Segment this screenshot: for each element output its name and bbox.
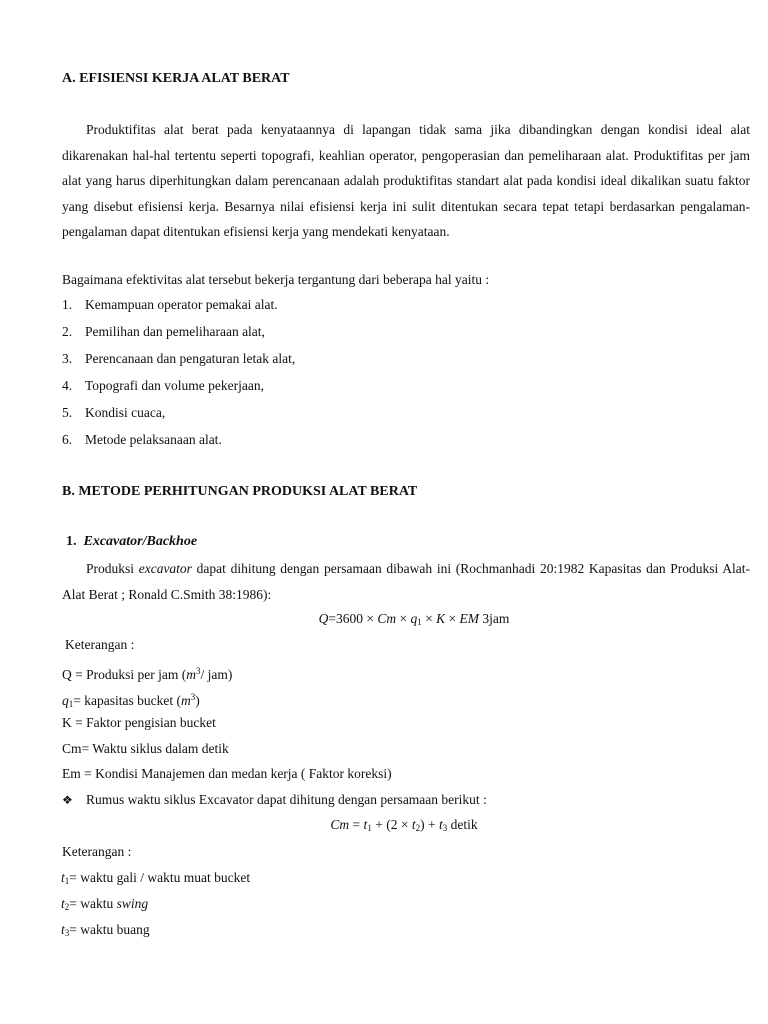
formula-k: K bbox=[436, 611, 446, 626]
formula-constant: =3600 × bbox=[328, 611, 378, 626]
formula-times: × bbox=[445, 611, 460, 626]
definition-q bbox=[62, 662, 232, 684]
section-a-heading: A. EFISIENSI KERJA ALAT BERAT bbox=[62, 71, 290, 86]
formula-unit: 3jam bbox=[479, 611, 510, 626]
definition-q1 bbox=[62, 688, 200, 713]
formula-t2: t bbox=[411, 817, 416, 832]
definition-cm: Cm= Waktu siklus dalam detik bbox=[62, 741, 229, 756]
formula-t2-sub: 2 bbox=[415, 823, 421, 833]
unit-m: m bbox=[180, 693, 191, 708]
formula-t3: t bbox=[438, 817, 443, 832]
paragraph-text-pre: Produksi bbox=[86, 561, 139, 576]
variable-t: t bbox=[61, 922, 65, 937]
list-item-text: Pemilihan dan pemeliharaan alat, bbox=[85, 324, 265, 339]
section-b-paragraph bbox=[62, 556, 750, 607]
list-item-number: 2. bbox=[62, 324, 73, 339]
definition-text: = waktu bbox=[69, 896, 117, 911]
formula-cm: Cm bbox=[377, 611, 397, 626]
definition-t3 bbox=[61, 921, 150, 942]
formula-plus: + bbox=[424, 817, 439, 832]
formula-production bbox=[0, 610, 768, 631]
definition-text: / jam) bbox=[200, 667, 233, 682]
diamond-bullet-icon: ❖ bbox=[62, 793, 73, 807]
formula-times: × bbox=[421, 611, 437, 626]
variable-t: t bbox=[61, 870, 65, 885]
formula-paren: ) bbox=[420, 817, 425, 832]
paragraph-italic-term: excavator bbox=[138, 561, 192, 576]
list-item-text: Metode pelaksanaan alat. bbox=[85, 432, 222, 447]
definition-text: = waktu gali / waktu muat bucket bbox=[69, 870, 251, 885]
unit-exponent: 3 bbox=[190, 692, 196, 702]
formula-unit: detik bbox=[447, 817, 478, 832]
bullet-line bbox=[62, 791, 73, 809]
formula-paren: ( bbox=[386, 817, 391, 832]
definition-italic-term: swing bbox=[116, 896, 149, 911]
definition-text: = waktu buang bbox=[69, 922, 150, 937]
subsection-title bbox=[66, 533, 197, 551]
definition-text: = kapasitas bucket ( bbox=[73, 693, 181, 708]
formula-q1: q bbox=[410, 611, 418, 626]
subsection-number: 1. bbox=[66, 534, 77, 549]
definition-t2 bbox=[61, 895, 148, 916]
list-item-text: Kemampuan operator pemakai alat. bbox=[85, 297, 278, 312]
formula-q1-sub: 1 bbox=[417, 617, 422, 627]
variable-subscript: 2 bbox=[64, 902, 70, 912]
section-a-paragraph: Produktifitas alat berat pada kenyataannya di lapangan tidak sama jika dibandingkan dengan kondisi ideal alat dikarenakan hal-hal tertentu seperti topografi, keahlian operator, pengoperasian dan pemeliharaan alat. Produktifitas per jam alat yang harus diperhitungkan dalam perencanaan adalah produktifitas standart alat pada kondisi ideal dikalikan suatu faktor yang disebut efisiensi kerja. Besarnya nilai efisiensi kerja ini sulit ditentukan secara tepat tetapi berdasarkan pengalaman-pengalaman dapat ditentukan efisiensi kerja yang mendekati kenyataan. bbox=[62, 122, 750, 240]
list-item-number: 6. bbox=[62, 432, 73, 447]
variable-t: t bbox=[61, 896, 65, 911]
list-item-number: 4. bbox=[62, 378, 73, 393]
definition-text: ) bbox=[195, 693, 200, 708]
bullet-text: Rumus waktu siklus Excavator dapat dihitung dengan persamaan berikut : bbox=[86, 792, 487, 807]
list-item-number: 3. bbox=[62, 351, 73, 366]
formula-cm: Cm bbox=[330, 817, 350, 832]
formula-t1-sub: 1 bbox=[367, 823, 372, 833]
variable-subscript: 3 bbox=[64, 928, 70, 938]
section-b-heading: B. METODE PERHITUNGAN PRODUKSI ALAT BERAT bbox=[62, 484, 418, 499]
section-a-intro: Bagaimana efektivitas alat tersebut bekerja tergantung dari beberapa hal yaitu : bbox=[62, 272, 490, 287]
list-item-text: Kondisi cuaca, bbox=[85, 405, 166, 420]
variable-subscript: 1 bbox=[68, 699, 74, 709]
formula-t1: t bbox=[363, 817, 368, 832]
formula-t3-sub: 3 bbox=[442, 823, 448, 833]
unit-exponent: 3 bbox=[195, 666, 201, 676]
definition-em: Em = Kondisi Manajemen dan medan kerja ( Faktor koreksi) bbox=[62, 766, 392, 781]
formula-two-times: 2 × bbox=[390, 817, 412, 832]
paragraph-text-post: dapat dihitung dengan persamaan dibawah ini (Rochmanhadi 20:1982 Kapasitas dan Produksi Alat-Alat Berat ; Ronald C.Smith 38:1986): bbox=[62, 561, 750, 602]
subsection-name: Excavator/Backhoe bbox=[83, 534, 198, 549]
variable-q: q bbox=[62, 693, 69, 708]
formula-times: × bbox=[396, 611, 411, 626]
variable-subscript: 1 bbox=[64, 876, 70, 886]
formula-q: Q bbox=[318, 611, 329, 626]
keterangan-label: Keterangan : bbox=[62, 844, 132, 859]
formula-cycle-time bbox=[0, 816, 768, 837]
list-item-number: 1. bbox=[62, 297, 73, 312]
keterangan-label: Keterangan : bbox=[65, 637, 135, 652]
formula-equals: = bbox=[349, 817, 364, 832]
list-item-number: 5. bbox=[62, 405, 73, 420]
list-item-text: Topografi dan volume pekerjaan, bbox=[85, 378, 264, 393]
definition-t1 bbox=[61, 869, 250, 890]
list-item-text: Perencanaan dan pengaturan letak alat, bbox=[85, 351, 296, 366]
formula-em: EM bbox=[459, 611, 479, 626]
unit-m: m bbox=[186, 667, 196, 682]
formula-plus: + bbox=[371, 817, 387, 832]
definition-text: Q = Produksi per jam ( bbox=[62, 667, 187, 682]
definition-k: K = Faktor pengisian bucket bbox=[62, 715, 216, 730]
